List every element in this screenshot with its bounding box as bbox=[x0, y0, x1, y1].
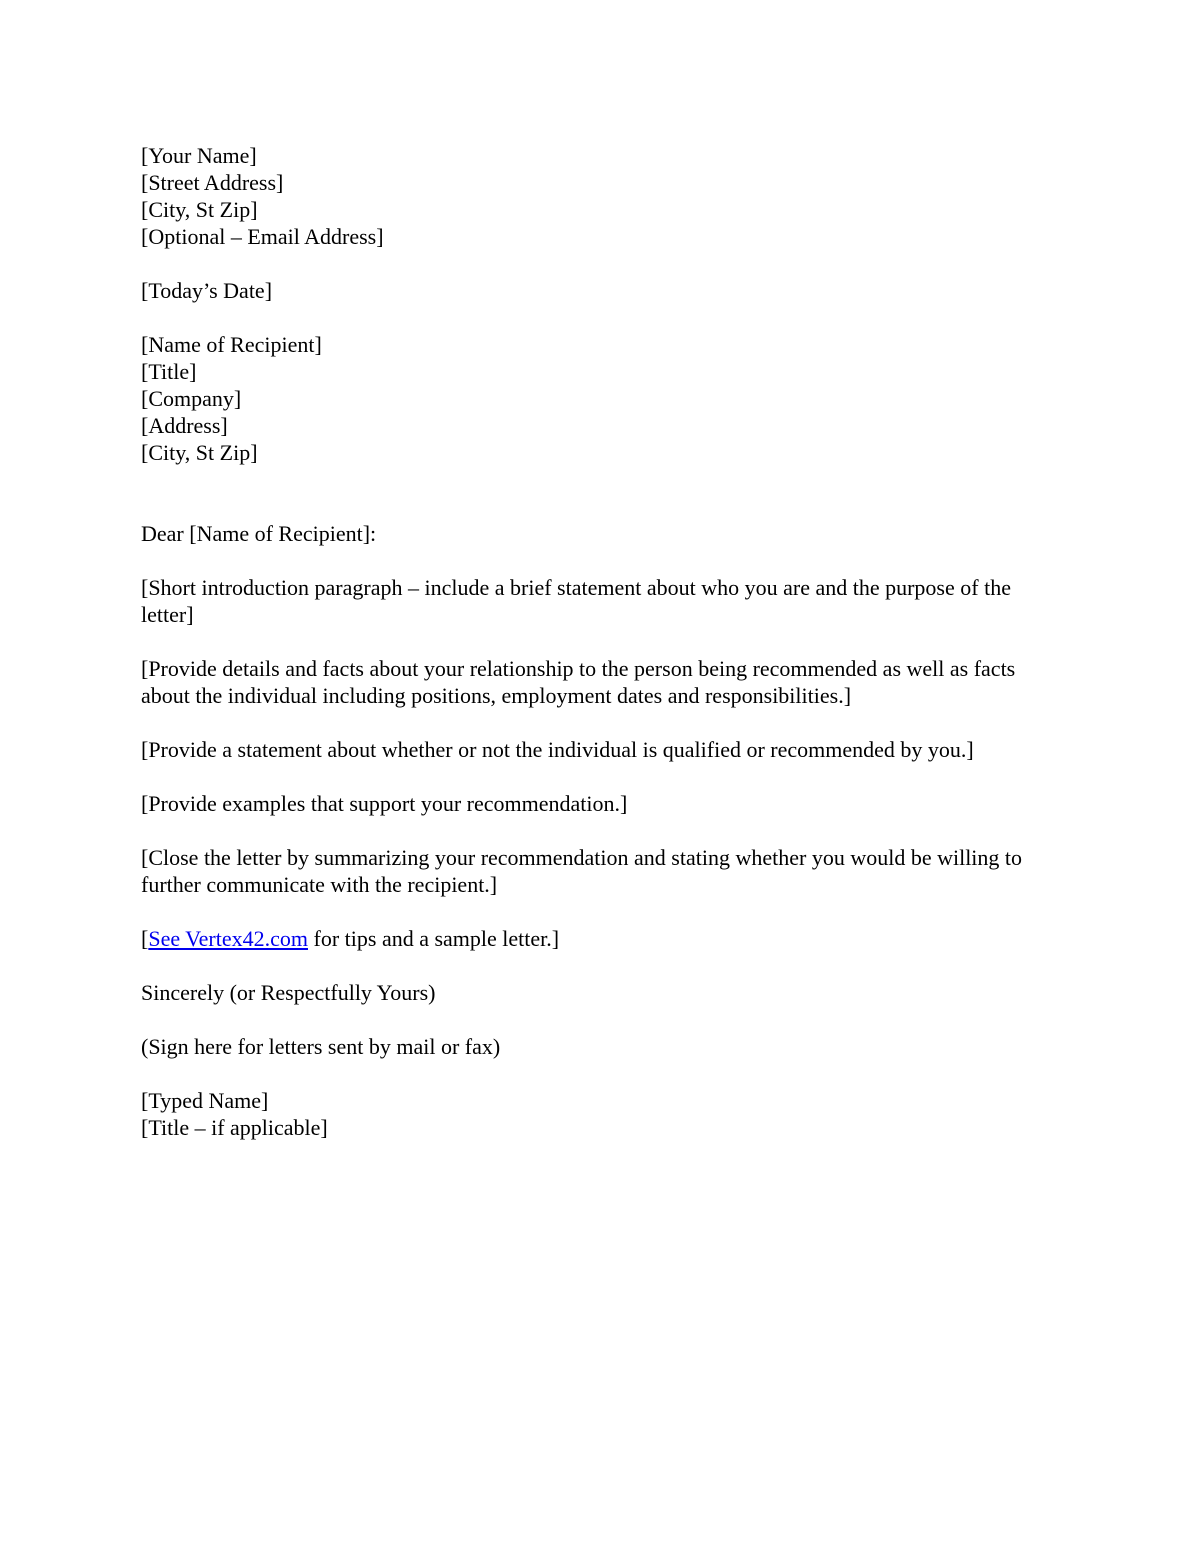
recipient-name: [Name of Recipient] bbox=[141, 332, 322, 357]
tip-open-bracket: [ bbox=[141, 926, 149, 951]
spacer bbox=[141, 1006, 1061, 1033]
recipient-company: [Company] bbox=[141, 386, 242, 411]
spacer bbox=[141, 952, 1061, 979]
spacer bbox=[141, 817, 1061, 844]
tip-rest: for tips and a sample letter.] bbox=[308, 926, 560, 951]
spacer bbox=[141, 547, 1061, 574]
details-paragraph: [Provide details and facts about your relationship to the person being recommended as well as facts about the individual including positions, employment dates and responsibilities.] bbox=[141, 656, 1016, 708]
spacer bbox=[141, 898, 1061, 925]
sender-street: [Street Address] bbox=[141, 170, 284, 195]
spacer bbox=[141, 763, 1061, 790]
letter-date: [Today’s Date] bbox=[141, 278, 273, 303]
spacer bbox=[141, 250, 1061, 277]
sender-city: [City, St Zip] bbox=[141, 197, 258, 222]
examples-paragraph: [Provide examples that support your recommendation.] bbox=[141, 791, 628, 816]
vertex42-link[interactable]: See Vertex42.com bbox=[148, 926, 308, 951]
complimentary-close: Sincerely (or Respectfully Yours) bbox=[141, 980, 436, 1005]
spacer bbox=[141, 709, 1061, 736]
closing-paragraph: [Close the letter by summarizing your recommendation and stating whether you would be willing to further communicate with the recipient.] bbox=[141, 845, 1023, 897]
intro-paragraph: [Short introduction paragraph – include a brief statement about who you are and the purpose of the letter] bbox=[141, 575, 1011, 627]
statement-paragraph: [Provide a statement about whether or not the individual is qualified or recommended by you.] bbox=[141, 737, 974, 762]
spacer bbox=[141, 466, 1061, 520]
letter-body bbox=[141, 142, 1061, 1141]
spacer bbox=[141, 304, 1061, 331]
spacer bbox=[141, 628, 1061, 655]
sender-email: [Optional – Email Address] bbox=[141, 224, 384, 249]
signature-note: (Sign here for letters sent by mail or fax) bbox=[141, 1034, 501, 1059]
recipient-address: [Address] bbox=[141, 413, 228, 438]
spacer bbox=[141, 1060, 1061, 1087]
recipient-city: [City, St Zip] bbox=[141, 440, 258, 465]
signer-typed-name: [Typed Name] bbox=[141, 1088, 269, 1113]
signer-title: [Title – if applicable] bbox=[141, 1115, 328, 1140]
salutation: Dear [Name of Recipient]: bbox=[141, 521, 377, 546]
recipient-title: [Title] bbox=[141, 359, 197, 384]
tip-line bbox=[141, 925, 1061, 952]
sender-name: [Your Name] bbox=[141, 143, 257, 168]
